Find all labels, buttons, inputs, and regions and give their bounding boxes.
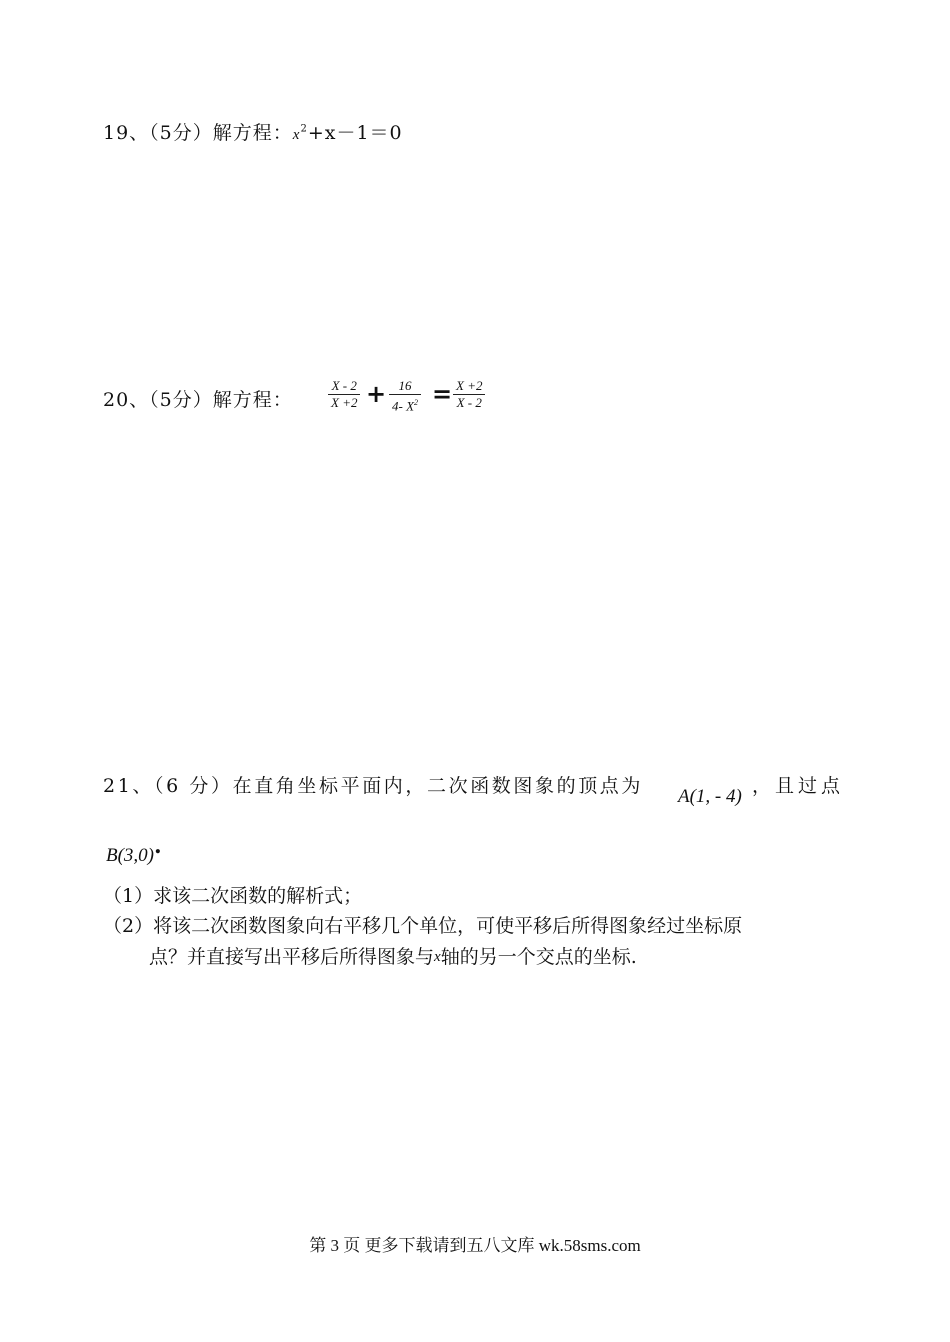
question-21-line1: 21、（6 分）在直角坐标平面内，二次函数图象的顶点为 (103, 775, 644, 797)
sub-question-2-line2-a: 点？并直接写出平移后所得图象与 (149, 946, 435, 968)
fraction-1-denominator: X +2 (331, 395, 358, 410)
question-19 (103, 118, 403, 145)
point-b: B(3,0) (106, 845, 155, 866)
question-20-label: 20、（5分）解方程： (103, 389, 293, 411)
sub-question-2-line2 (149, 942, 637, 969)
fraction-3 (453, 378, 485, 411)
fraction-2-exponent: 2 (414, 398, 419, 407)
fraction-2-numerator: 16 (398, 378, 412, 393)
sub-question-2-var: x (434, 949, 441, 965)
question-21-line1-end: ，且过点 (752, 775, 845, 797)
page-footer: 第 3 页 更多下载请到五八文库 wk.58sms.com (309, 1236, 641, 1255)
question-19-exponent: 2 (300, 123, 308, 135)
point-a: A(1, - 4) (678, 786, 742, 807)
fraction-1-numerator: X - 2 (331, 378, 357, 393)
question-19-label: 19、（5分）解方程： (103, 122, 293, 144)
point-b-end: . (154, 833, 162, 859)
fraction-2-denominator: 4- $X^2$ (392, 398, 419, 414)
fraction-1 (328, 378, 360, 411)
question-19-var: x (292, 127, 301, 143)
plus-sign: + (366, 380, 387, 408)
question-19-equation: +x－1＝0 (307, 122, 403, 144)
fraction-2 (389, 378, 421, 414)
sub-question-1: （1）求该二次函数的解析式； (103, 885, 363, 907)
fraction-3-numerator: X +2 (456, 378, 483, 393)
sub-question-2-line1: （2）将该二次函数图象向右平移几个单位，可使平移后所得图象经过坐标原 (103, 915, 743, 937)
point-b-line (106, 833, 162, 867)
sub-question-2-line2-b: 轴的另一个交点的坐标. (440, 946, 637, 968)
fraction-3-denominator: X - 2 (456, 395, 482, 410)
equals-sign: = (432, 380, 453, 408)
